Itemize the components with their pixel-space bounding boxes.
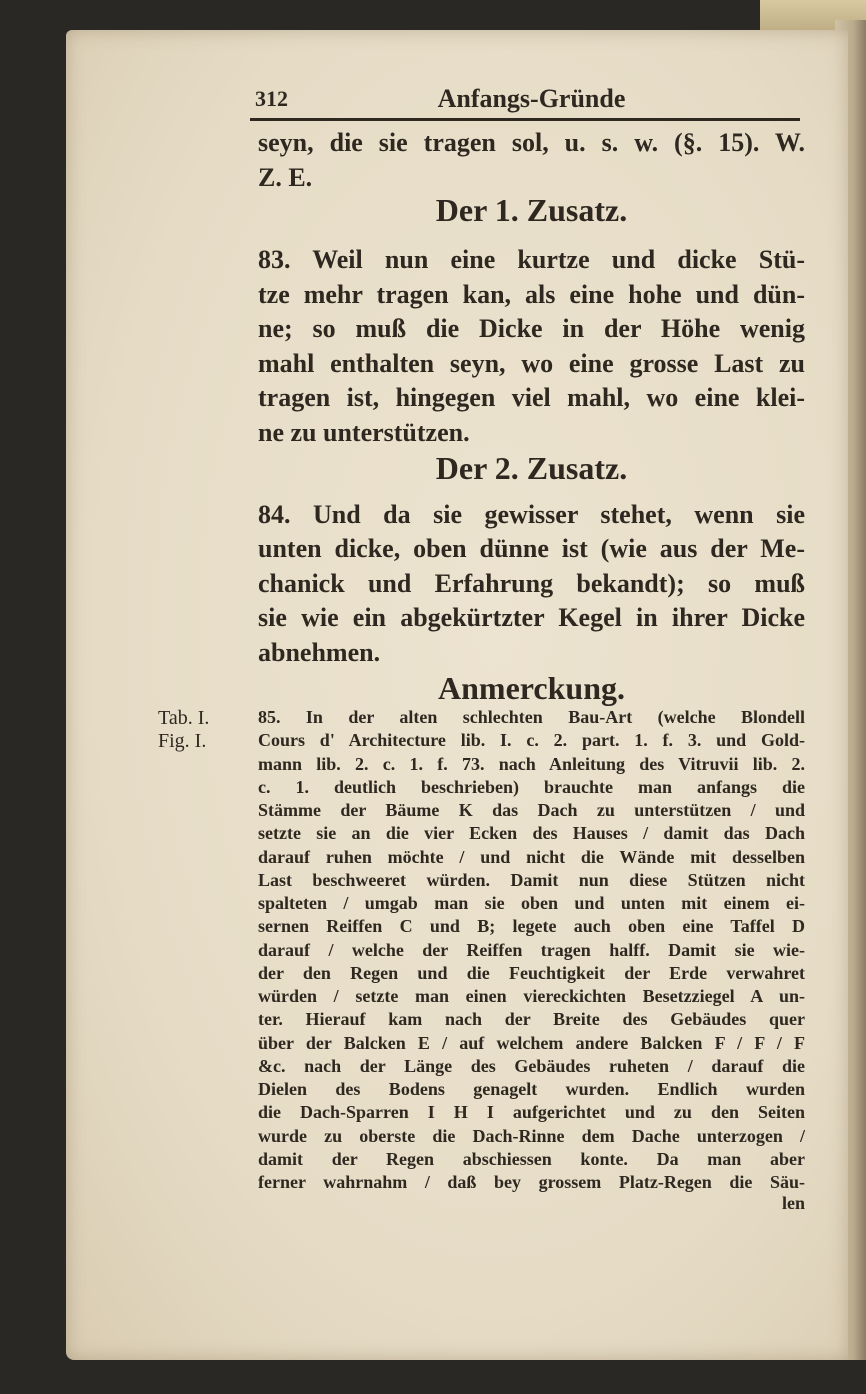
- text-line: Stämme der Bäume K das Dach zu unterstützen / und: [258, 800, 805, 820]
- text-line: wurde zu oberste die Dach-Rinne dem Dache unterzogen /: [258, 1125, 805, 1146]
- text-line: Z. E.: [258, 163, 313, 192]
- text-line: 84. Und da sie gewisser stehet, wenn sie: [258, 500, 805, 529]
- text-line: die Dach-Sparren I H I aufgerichtet und zu den Seiten: [258, 1102, 805, 1123]
- text-line: spalteten / umgab man sie oben und unten mit einem ei-: [258, 893, 805, 913]
- text-line: c. 1. deutlich beschrieben) brauchte man anfangs die: [258, 776, 805, 797]
- text-line: darauf ruhen möchte / und nicht die Wände mit desselben: [258, 846, 805, 867]
- text-line: setzte sie an die vier Ecken des Hauses / damit das Dach: [258, 823, 805, 844]
- text-line: unten dicke, oben dünne ist (wie aus der Me-: [258, 534, 805, 564]
- header-rule: [250, 118, 800, 121]
- text-line: abnehmen.: [258, 637, 381, 667]
- text-line: sie wie ein abgekürtzter Kegel in ihrer Dicke: [258, 603, 805, 633]
- text-line: sernen Reiffen C und B; legete auch oben eine Taffel D: [258, 916, 805, 937]
- text-line: ne; so muß die Dicke in der Höhe wenig: [258, 314, 805, 344]
- text-line: würden / setzte man einen viereckichten Besetzziegel A un-: [258, 986, 805, 1006]
- text-line: damit der Regen abschiessen konte. Da man aber: [258, 1148, 805, 1169]
- text-line: seyn, die sie tragen sol, u. s. w. (§. 15). W.: [258, 128, 805, 157]
- text-line: Last beschweeret würden. Damit nun diese Stützen nicht: [258, 869, 805, 890]
- page-number: 312: [255, 86, 288, 111]
- text-line: Dielen des Bodens genagelt wurden. Endlich wurden: [258, 1079, 805, 1099]
- catchword: len: [781, 1193, 805, 1213]
- text-line: ter. Hierauf kam nach der Breite des Gebäudes quer: [258, 1009, 805, 1030]
- text-line: tze mehr tragen kan, als eine hohe und dün-: [258, 279, 805, 309]
- text-line: chanick und Erfahrung bekandt); so muß: [258, 568, 805, 598]
- text-line: der den Regen und die Feuchtigkeit der Erde verwahret: [258, 962, 805, 983]
- text-line: 83. Weil nun eine kurtze und dicke Stü-: [258, 245, 805, 274]
- margin-note-table: Tab. I.: [158, 707, 210, 729]
- running-title: Anfangs-Gründe: [437, 84, 626, 113]
- text-line: tragen ist, hingegen viel mahl, wo eine klei-: [258, 383, 805, 413]
- text-line: Cours d' Architecture lib. I. c. 2. part. 1. f. 3. und Gold-: [258, 730, 805, 751]
- text-line: mann lib. 2. c. 1. f. 73. nach Anleitung des Vitruvii lib. 2.: [258, 753, 805, 774]
- text-line: &c. nach der Länge des Gebäudes ruheten / darauf die: [258, 1055, 805, 1076]
- text-line: ferner wahrnahm / daß bey grossem Platz-Regen die Säu-: [258, 1172, 805, 1192]
- margin-note-figure: Fig. I.: [158, 730, 207, 752]
- text-line: darauf / welche der Reiffen tragen halff. Damit sie wie-: [258, 939, 805, 960]
- section-heading: Der 2. Zusatz.: [435, 450, 628, 486]
- section-heading: Der 1. Zusatz.: [435, 192, 628, 228]
- text-line: 85. In der alten schlechten Bau-Art (welche Blondell: [258, 707, 805, 727]
- section-heading: Anmerckung.: [438, 670, 625, 706]
- text-line: über der Balcken E / auf welchem andere Balcken F / F / F: [258, 1032, 805, 1053]
- text-line: mahl enthalten seyn, wo eine grosse Last zu: [258, 348, 805, 378]
- text-line: ne zu unterstützen.: [258, 418, 470, 447]
